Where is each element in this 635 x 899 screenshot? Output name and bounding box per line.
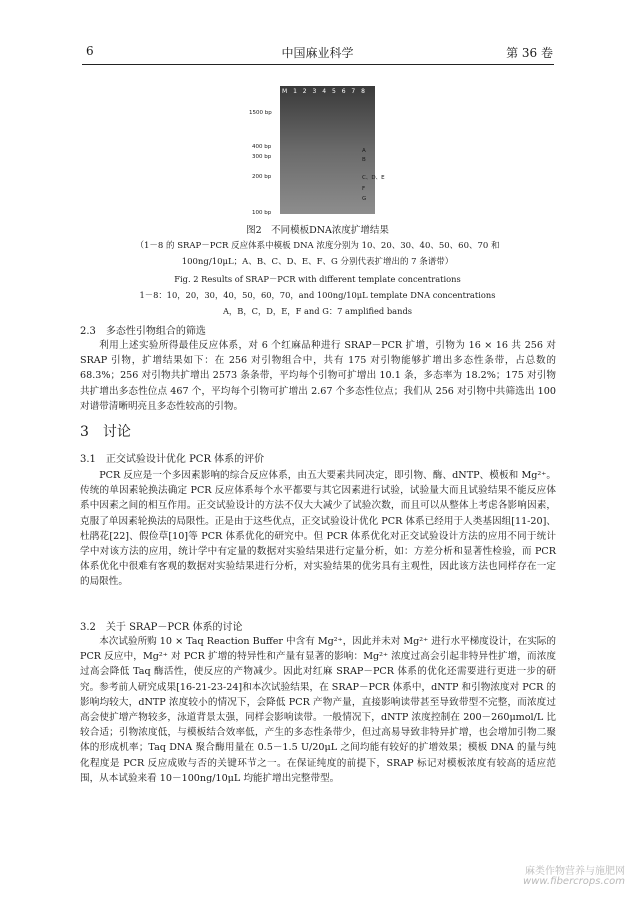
section-2-3-heading: 2.3 多态性引物组合的筛选 xyxy=(80,326,206,337)
marker-400: 400 bp xyxy=(252,144,272,150)
figure-note-en-2: A，B，C，D，E，F and G：7 amplified bands xyxy=(222,306,413,316)
band-label-g: G xyxy=(362,196,367,202)
page-number: 6 xyxy=(86,44,94,58)
figure-caption-cn: 图2 不同模板DNA浓度扩增结果 xyxy=(246,225,389,236)
band-label-a: A xyxy=(362,148,366,154)
band-label-cde: C、D、E xyxy=(362,175,385,181)
volume-label: 第 36 卷 xyxy=(506,46,553,60)
section-3-heading: 3 讨论 xyxy=(80,424,131,440)
section-3-2-body: 本次试验所购 10 × Taq Reaction Buffer 中含有 Mg²⁺，因此并未对 Mg²⁺ 进行水平梯度设计，在实际的 PCR 反应中，Mg²⁺ 对 PCR 扩增的特异性和产量有显著的影响：Mg²⁺ 浓度过高会引起非特异性扩增，而浓度过高会降低 Taq 酶活性，使反应的产物减少。因此对红麻 SRAP－PCR 体系的优化还需要进行更进一步的研究。参考前人研究成果[16-21-23-24]和本次试验结果，在 SRAP－PCR 体系中，dNTP 和引物浓度对 PCR 的影响均较大，dNTP 浓度较小的情况下，会降低 PCR 产物产量，直接影响读带甚至导致带型不完整，而浓度过高会使扩增产物较多，泳道背景太强，同样会影响读带。一般情况下，dNTP 浓度控制在 200－260μmol/L 比较合适；引物浓度低，与模板结合效率低，产生的多态性条带少，但过高易导致非特异扩增，也会增加引物二聚体的形成机率；Taq DNA 聚合酶用量在 0.5－1.5 U/20μL 之间均能有较好的扩增效果；模板 DNA 的量与纯化程度是 PCR 反应成败与否的关键环节之一。在保证纯度的前提下，SRAP 标记对模板浓度有较高的适应范围，从本试验来看 10－100ng/10μL 均能扩增出完整带型。 xyxy=(80,636,556,784)
figure-note-cn-1: （1－8 的 SRAP－PCR 反应体系中模板 DNA 浓度分别为 10、20、30、40、50、60、70 和 xyxy=(135,241,500,251)
marker-200: 200 bp xyxy=(252,174,272,180)
band-label-b: B xyxy=(362,157,366,163)
figure-note-cn-2: 100ng/10μL；A、B、C、D、E、F、G 分别代表扩增出的 7 条谱带） xyxy=(181,257,454,267)
figure-caption-en: Fig. 2 Results of SRAP－PCR with different template concentrations xyxy=(174,274,461,284)
journal-title: 中国麻业科学 xyxy=(281,46,354,60)
lane-labels: M 1 2 3 4 5 6 7 8 xyxy=(282,88,367,95)
section-3-1-heading: 3.1 正交试验设计优化 PCR 体系的评价 xyxy=(80,454,265,465)
figure-note-en-1: 1－8：10，20，30，40，50，60，70，and 100ng/10μL template DNA concentrations xyxy=(139,290,496,300)
section-2-3-body: 利用上述实验所得最佳反应体系，对 6 个红麻品种进行 SRAP－PCR 扩增，引物为 16 × 16 共 256 对 SRAP 引物，扩增结果如下：在 256 对引物组合中，共有 175 对引物能够扩增出多态性条带，占总数的 68.3%；256 对引物共扩增出 2573 条条带，平均每个引物可扩增出 10.1 条，多态率为 18.2%；175 对引物共扩增出多态性位点 467 个，平均每个引物可扩增出 2.67 个多态性位点；我们从 256 对引物中共筛选出 100 对谱带清晰明亮且多态性较高的引物。 xyxy=(80,340,556,412)
watermark-url: www.fibercrops.com xyxy=(523,876,625,887)
gel-image xyxy=(280,86,375,214)
section-3-2-heading: 3.2 关于 SRAP－PCR 体系的讨论 xyxy=(80,622,243,633)
section-3-1-body: PCR 反应是一个多因素影响的综合反应体系，由五大要素共同决定，即引物、酶、dNTP、模板和 Mg²⁺。传统的单因素轮换法确定 PCR 反应体系每个水平都要与其它因素进行试验，试验量大而且试验结果不能反应体系中因素之间的相互作用。正交试验设计的方法不仅大大减少了试验次数，而且可以从整体上考虑各影响因素，克服了单因素轮换法的局限性。正是由于这些优点，正交试验设计优化 PCR 体系已经用于人类基因组[11-20]、杜鹃花[22]、假俭草[10]等 PCR 体系优化的研究中。但 PCR 体系优化对正交试验设计方法的应用不同于统计学中对该方法的应用，统计学中有定量的数据对实验结果进行定量分析，如：方差分析和显著性检验，而 PCR 体系优化中很难有客观的数据对实验结果进行分析，对实验结果的优劣具有主观性，因此该方法也同样存在一定的局限性。 xyxy=(80,470,556,588)
band-label-f: F xyxy=(362,186,366,192)
marker-300: 300 bp xyxy=(252,154,272,160)
marker-1500: 1500 bp xyxy=(249,110,272,116)
header-rule xyxy=(82,64,554,65)
watermark-title: 麻类作物营养与施肥网 xyxy=(525,866,625,877)
marker-100: 100 bp xyxy=(252,210,272,216)
